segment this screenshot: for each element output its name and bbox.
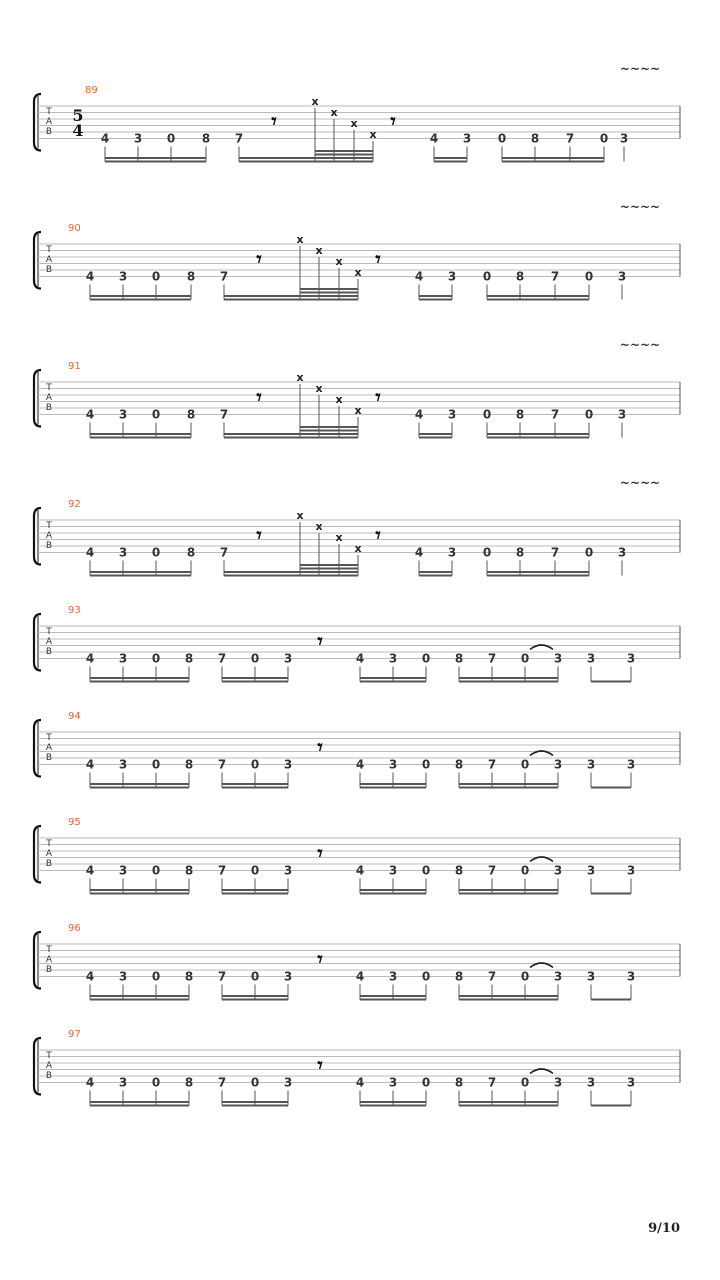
eighth-rest: 𝄾 [375, 247, 381, 271]
beam [222, 783, 288, 785]
fret-number: 4 [85, 863, 95, 878]
fret-number: 3 [553, 651, 563, 666]
dead-note: x [335, 393, 343, 406]
beam [90, 787, 189, 789]
fret-number: 3 [118, 651, 128, 666]
beam [315, 157, 373, 159]
fret-number: 7 [219, 269, 229, 284]
fret-number: 3 [133, 131, 143, 146]
eighth-rest: 𝄾 [375, 523, 381, 547]
measure-number: 91 [68, 361, 81, 372]
beam [487, 299, 589, 301]
fret-number: 4 [85, 651, 95, 666]
beam [90, 299, 191, 301]
fret-number: 8 [454, 969, 464, 984]
fret-number: 7 [219, 407, 229, 422]
fret-number: 3 [617, 545, 627, 560]
beam [419, 437, 452, 439]
beam [487, 575, 589, 577]
beam [459, 1101, 558, 1103]
beam [459, 995, 558, 997]
fret-number: 3 [553, 863, 563, 878]
fret-number: 7 [487, 1075, 497, 1090]
fret-number: 8 [530, 131, 540, 146]
fret-number: 7 [217, 969, 227, 984]
fret-number: 3 [619, 131, 629, 146]
beam [90, 571, 191, 573]
tab-clef-letter: B [45, 127, 53, 137]
tab-clef-letter: A [45, 255, 53, 265]
dead-note: x [296, 509, 304, 522]
beam [90, 295, 191, 297]
beam [300, 437, 358, 439]
fret-number: 0 [151, 407, 161, 422]
beam [300, 292, 358, 294]
fret-number: 3 [586, 863, 596, 878]
fret-number: 7 [487, 651, 497, 666]
beam [300, 568, 358, 570]
dead-note: x [330, 106, 338, 119]
beam [222, 1105, 288, 1107]
tab-clef-letter: A [45, 393, 53, 403]
beam [360, 787, 426, 789]
beam [459, 1105, 558, 1107]
dead-note: x [335, 531, 343, 544]
fret-number: 7 [565, 131, 575, 146]
measure-number: 92 [68, 499, 81, 510]
fret-number: 3 [388, 863, 398, 878]
measure-number: 89 [85, 85, 98, 96]
beam [459, 783, 558, 785]
fret-number: 0 [421, 1075, 431, 1090]
beam [222, 999, 288, 1001]
fret-number: 3 [586, 757, 596, 772]
fret-number: 4 [85, 969, 95, 984]
fret-number: 0 [584, 269, 594, 284]
beam [300, 575, 358, 577]
measure-number: 95 [68, 817, 81, 828]
beam [90, 677, 189, 679]
beam [224, 437, 300, 439]
measure-number: 90 [68, 223, 81, 234]
fret-number: 8 [515, 407, 525, 422]
fret-number: 4 [85, 269, 95, 284]
beam [222, 677, 288, 679]
tab-clef-letter: A [45, 849, 53, 859]
vibrato-mark: ~~~~ [619, 476, 661, 490]
fret-number: 0 [520, 969, 530, 984]
dead-note: x [296, 371, 304, 384]
fret-number: 0 [151, 651, 161, 666]
fret-number: 0 [520, 757, 530, 772]
fret-number: 3 [447, 407, 457, 422]
vibrato-mark: ~~~~ [619, 62, 661, 76]
fret-number: 3 [118, 863, 128, 878]
fret-number: 0 [520, 651, 530, 666]
tab-clef-letter: T [46, 839, 52, 849]
beam [90, 433, 191, 435]
fret-number: 8 [454, 651, 464, 666]
measure-number: 96 [68, 923, 81, 934]
fret-number: 3 [283, 969, 293, 984]
fret-number: 0 [151, 1075, 161, 1090]
tab-clef-letter: T [46, 383, 52, 393]
fret-number: 8 [186, 269, 196, 284]
tab-clef-letter: A [45, 637, 53, 647]
beam [105, 157, 206, 159]
fret-number: 0 [482, 269, 492, 284]
beam [360, 889, 426, 891]
beam [502, 157, 604, 159]
fret-number: 4 [85, 1075, 95, 1090]
measure-number: 94 [68, 711, 81, 722]
beam [222, 893, 288, 895]
tab-clef-letter: B [45, 965, 53, 975]
beam [90, 999, 189, 1001]
eighth-rest: 𝄾 [317, 947, 323, 971]
eighth-rest: 𝄾 [317, 735, 323, 759]
tab-clef-letter: B [45, 541, 53, 551]
fret-number: 0 [482, 545, 492, 560]
fret-number: 4 [414, 407, 424, 422]
beam [360, 677, 426, 679]
fret-number: 7 [487, 863, 497, 878]
fret-number: 3 [553, 1075, 563, 1090]
tab-clef-letter: T [46, 1051, 52, 1061]
eighth-rest: 𝄾 [317, 841, 323, 865]
fret-number: 4 [355, 757, 365, 772]
eighth-rest: 𝄾 [317, 629, 323, 653]
fret-number: 4 [355, 863, 365, 878]
fret-number: 0 [421, 863, 431, 878]
beam [90, 893, 189, 895]
fret-number: 3 [388, 651, 398, 666]
fret-number: 7 [487, 969, 497, 984]
tab-clef-letter: T [46, 733, 52, 743]
tab-clef-letter: B [45, 1071, 53, 1081]
measure-number: 97 [68, 1029, 81, 1040]
beam [315, 161, 373, 163]
fret-number: 4 [414, 545, 424, 560]
beam [487, 571, 589, 573]
beam [224, 299, 300, 301]
eighth-rest: 𝄾 [390, 109, 396, 133]
beam [434, 161, 467, 163]
beam [487, 437, 589, 439]
fret-number: 3 [388, 1075, 398, 1090]
fret-number: 3 [626, 651, 636, 666]
dead-note: x [354, 542, 362, 555]
beam [300, 288, 358, 290]
dead-note: x [315, 520, 323, 533]
fret-number: 8 [184, 651, 194, 666]
fret-number: 8 [454, 1075, 464, 1090]
fret-number: 0 [250, 651, 260, 666]
fret-number: 3 [283, 863, 293, 878]
time-signature-bottom: 4 [72, 121, 84, 140]
beam [300, 430, 358, 432]
beam [222, 681, 288, 683]
dead-note: x [354, 266, 362, 279]
beam [315, 150, 373, 152]
beam [300, 299, 358, 301]
fret-number: 0 [421, 969, 431, 984]
beam [459, 681, 558, 683]
dead-note: x [311, 95, 319, 108]
fret-number: 3 [388, 969, 398, 984]
beam [300, 426, 358, 428]
dead-note: x [335, 255, 343, 268]
fret-number: 7 [217, 757, 227, 772]
eighth-rest: 𝄾 [256, 247, 262, 271]
fret-number: 3 [626, 1075, 636, 1090]
beam [90, 1101, 189, 1103]
dead-note: x [296, 233, 304, 246]
fret-number: 0 [250, 969, 260, 984]
fret-number: 4 [355, 1075, 365, 1090]
fret-number: 3 [447, 269, 457, 284]
fret-number: 0 [151, 969, 161, 984]
beam [459, 889, 558, 891]
fret-number: 3 [586, 1075, 596, 1090]
fret-number: 4 [85, 545, 95, 560]
beam [419, 575, 452, 577]
fret-number: 4 [85, 757, 95, 772]
beam [315, 154, 373, 156]
fret-number: 8 [184, 969, 194, 984]
fret-number: 7 [217, 1075, 227, 1090]
beam [300, 571, 358, 573]
beam [419, 295, 452, 297]
fret-number: 3 [626, 969, 636, 984]
fret-number: 4 [355, 969, 365, 984]
beam [591, 893, 631, 895]
fret-number: 3 [586, 969, 596, 984]
beam [239, 157, 315, 159]
beam [300, 295, 358, 297]
fret-number: 0 [520, 1075, 530, 1090]
beam [459, 677, 558, 679]
fret-number: 0 [482, 407, 492, 422]
beam [90, 995, 189, 997]
tab-clef-letter: A [45, 531, 53, 541]
beam [591, 1105, 631, 1107]
fret-number: 8 [184, 1075, 194, 1090]
beam [360, 681, 426, 683]
fret-number: 3 [462, 131, 472, 146]
tab-clef-letter: A [45, 743, 53, 753]
fret-number: 0 [584, 545, 594, 560]
beam [224, 295, 300, 297]
fret-number: 0 [250, 757, 260, 772]
beam [502, 161, 604, 163]
beam [360, 893, 426, 895]
fret-number: 8 [515, 545, 525, 560]
beam [360, 1101, 426, 1103]
tab-clef-letter: T [46, 107, 52, 117]
beam [300, 564, 358, 566]
beam [90, 575, 191, 577]
beam [360, 999, 426, 1001]
beam [360, 1105, 426, 1107]
fret-number: 7 [217, 863, 227, 878]
fret-number: 3 [118, 407, 128, 422]
fret-number: 4 [85, 407, 95, 422]
beam [459, 787, 558, 789]
fret-number: 3 [283, 757, 293, 772]
beam [360, 783, 426, 785]
fret-number: 3 [388, 757, 398, 772]
tab-clef-letter: A [45, 955, 53, 965]
fret-number: 7 [550, 545, 560, 560]
fret-number: 4 [414, 269, 424, 284]
fret-number: 0 [151, 269, 161, 284]
beam [360, 995, 426, 997]
fret-number: 0 [151, 863, 161, 878]
tab-clef-letter: T [46, 627, 52, 637]
tab-clef-letter: B [45, 265, 53, 275]
fret-number: 3 [626, 863, 636, 878]
fret-number: 7 [550, 269, 560, 284]
beam [222, 889, 288, 891]
fret-number: 3 [118, 1075, 128, 1090]
dead-note: x [354, 404, 362, 417]
fret-number: 0 [421, 651, 431, 666]
beam [487, 295, 589, 297]
fret-number: 8 [201, 131, 211, 146]
fret-number: 7 [550, 407, 560, 422]
beam [90, 681, 189, 683]
fret-number: 3 [118, 269, 128, 284]
eighth-rest: 𝄾 [256, 523, 262, 547]
tab-clef-letter: T [46, 245, 52, 255]
fret-number: 8 [515, 269, 525, 284]
dead-note: x [369, 128, 377, 141]
beam [90, 1105, 189, 1107]
eighth-rest: 𝄾 [256, 385, 262, 409]
fret-number: 3 [626, 757, 636, 772]
beam [239, 161, 315, 163]
eighth-rest: 𝄾 [375, 385, 381, 409]
time-signature-top: 5 [72, 106, 84, 125]
fret-number: 0 [599, 131, 609, 146]
beam [224, 575, 300, 577]
beam [434, 157, 467, 159]
fret-number: 3 [553, 969, 563, 984]
tab-clef-letter: T [46, 945, 52, 955]
fret-number: 3 [617, 407, 627, 422]
dead-note: x [315, 244, 323, 257]
beam [487, 433, 589, 435]
tab-clef-letter: A [45, 1061, 53, 1071]
tab-clef-letter: B [45, 753, 53, 763]
beam [105, 161, 206, 163]
page-number: 9/10 [648, 1221, 680, 1236]
fret-number: 3 [586, 651, 596, 666]
beam [90, 783, 189, 785]
tab-clef-letter: B [45, 403, 53, 413]
eighth-rest: 𝄾 [271, 109, 277, 133]
beam [591, 787, 631, 789]
beam [591, 681, 631, 683]
beam [224, 433, 300, 435]
beam [90, 889, 189, 891]
fret-number: 3 [617, 269, 627, 284]
fret-number: 0 [584, 407, 594, 422]
fret-number: 3 [447, 545, 457, 560]
beam [222, 787, 288, 789]
fret-number: 4 [429, 131, 439, 146]
fret-number: 4 [100, 131, 110, 146]
beam [300, 433, 358, 435]
vibrato-mark: ~~~~ [619, 338, 661, 352]
dead-note: x [350, 117, 358, 130]
beam [591, 999, 631, 1001]
fret-number: 0 [166, 131, 176, 146]
tab-clef-letter: B [45, 859, 53, 869]
fret-number: 0 [250, 863, 260, 878]
fret-number: 0 [151, 545, 161, 560]
fret-number: 7 [487, 757, 497, 772]
beam [419, 433, 452, 435]
fret-number: 8 [454, 863, 464, 878]
fret-number: 0 [151, 757, 161, 772]
fret-number: 0 [497, 131, 507, 146]
eighth-rest: 𝄾 [317, 1053, 323, 1077]
fret-number: 3 [118, 969, 128, 984]
beam [459, 893, 558, 895]
fret-number: 0 [421, 757, 431, 772]
beam [224, 571, 300, 573]
fret-number: 8 [186, 545, 196, 560]
measure-number: 93 [68, 605, 81, 616]
fret-number: 8 [184, 863, 194, 878]
fret-number: 0 [250, 1075, 260, 1090]
fret-number: 4 [355, 651, 365, 666]
beam [459, 999, 558, 1001]
fret-number: 8 [454, 757, 464, 772]
beam [90, 437, 191, 439]
fret-number: 0 [520, 863, 530, 878]
tab-clef-letter: B [45, 647, 53, 657]
vibrato-mark: ~~~~ [619, 200, 661, 214]
fret-number: 3 [283, 651, 293, 666]
fret-number: 8 [184, 757, 194, 772]
beam [419, 571, 452, 573]
fret-number: 7 [219, 545, 229, 560]
tab-clef-letter: A [45, 117, 53, 127]
fret-number: 7 [217, 651, 227, 666]
fret-number: 3 [283, 1075, 293, 1090]
fret-number: 3 [118, 545, 128, 560]
fret-number: 3 [118, 757, 128, 772]
fret-number: 7 [234, 131, 244, 146]
beam [222, 1101, 288, 1103]
beam [419, 299, 452, 301]
tab-clef-letter: T [46, 521, 52, 531]
dead-note: x [315, 382, 323, 395]
fret-number: 8 [186, 407, 196, 422]
beam [222, 995, 288, 997]
fret-number: 3 [553, 757, 563, 772]
